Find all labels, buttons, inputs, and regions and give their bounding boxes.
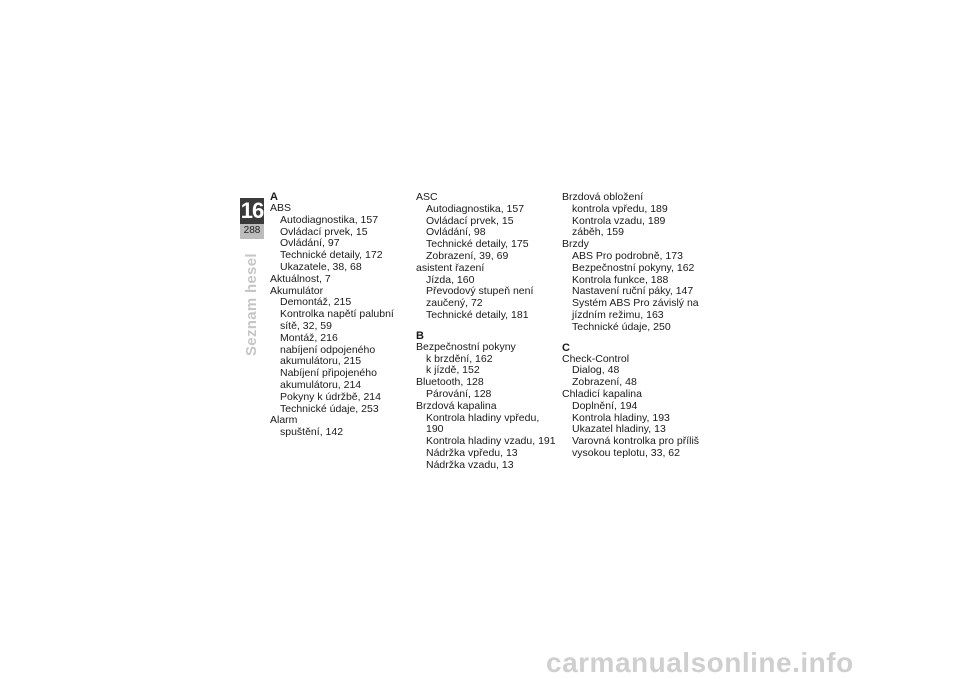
index-subentry: Autodiagnostika, 157 — [426, 202, 525, 215]
index-column-2 — [416, 192, 556, 472]
index-subentry: Párování, 128 — [426, 387, 492, 400]
index-subentry: Ovládání, 97 — [280, 237, 340, 250]
index-subentry: Jízda, 160 — [426, 273, 475, 286]
index-entry: asistent řazení — [416, 261, 485, 274]
index-subentry: Doplnění, 194 — [572, 399, 638, 412]
index-subentry: záběh, 159 — [572, 226, 624, 239]
index-subentry: Nabíjení připojeného — [280, 367, 377, 380]
index-subentry: Ovládací prvek, 15 — [426, 214, 514, 227]
index-letter-heading: B — [416, 329, 424, 342]
index-entry: Brzdová kapalina — [416, 399, 497, 412]
chapter-title: Seznam hesel — [243, 253, 260, 356]
chapter-badge — [240, 198, 264, 239]
index-subentry: k jízdě, 152 — [426, 364, 480, 377]
index-letter-heading: C — [562, 341, 570, 354]
index-subentry: Ukazatele, 38, 68 — [280, 260, 362, 273]
index-entry: Brzdy — [562, 238, 589, 251]
index-subentry: Technické údaje, 250 — [572, 320, 671, 333]
index-subentry: sítě, 32, 59 — [280, 319, 332, 332]
index-subentry: Nádržka vpředu, 13 — [426, 446, 518, 459]
index-subentry: Ukazatel hladiny, 13 — [572, 423, 666, 436]
index-subentry: Kontrola funkce, 188 — [572, 273, 669, 286]
index-subentry: Technické detaily, 181 — [426, 308, 529, 321]
index-entry: Check-Control — [562, 352, 630, 365]
index-subentry: akumulátoru, 215 — [280, 355, 362, 368]
index-entry: Bezpečnostní pokyny — [416, 340, 516, 353]
index-subentry: Autodiagnostika, 157 — [280, 213, 379, 226]
index-entry: Aktuálnost, 7 — [270, 272, 331, 285]
index-subentry: Zobrazení, 39, 69 — [426, 249, 509, 262]
index-subentry: Kontrolka napětí palubní — [280, 308, 394, 321]
index-entry: ASC — [416, 191, 438, 203]
index-subentry: k brzdění, 162 — [426, 352, 493, 365]
index-subentry: Kontrola hladiny, 193 — [572, 411, 670, 424]
index-subentry: Varovná kontrolka pro příliš — [572, 435, 700, 448]
index-subentry: Systém ABS Pro závislý na — [572, 297, 699, 310]
index-subentry: Technické detaily, 172 — [280, 249, 383, 262]
index-subentry: Zobrazení, 48 — [572, 376, 637, 389]
index-subentry: kontrola vpředu, 189 — [572, 202, 668, 215]
index-subentry: Kontrola hladiny vpředu, 190 — [426, 411, 540, 436]
index-subentry: Nádržka vzadu, 13 — [426, 458, 514, 471]
index-entry: Alarm — [270, 414, 298, 427]
index-subentry: Převodový stupeň není — [426, 285, 534, 298]
index-subentry: Ovládací prvek, 15 — [280, 225, 368, 238]
index-subentry: Ovládání, 98 — [426, 226, 486, 239]
index-subentry: jízdním režimu, 163 — [572, 308, 664, 321]
index-subentry: ABS Pro podrobně, 173 — [572, 249, 683, 262]
watermark: carmanualsonline.info — [546, 647, 854, 678]
index-subentry: Bezpečnostní pokyny, 162 — [572, 261, 695, 274]
index-entry: Chladicí kapalina — [562, 387, 642, 400]
index-subentry: Demontáž, 215 — [280, 296, 352, 309]
index-column-3 — [562, 192, 702, 460]
index-subentry: Kontrola hladiny vzadu, 191 — [426, 435, 556, 448]
index-entry: ABS — [270, 202, 292, 214]
index-subentry: nabíjení odpojeného — [280, 343, 376, 356]
index-subentry: vysokou teplotu, 33, 62 — [572, 446, 680, 459]
index-subentry: Pokyny k údržbě, 214 — [280, 390, 381, 403]
chapter-number: 16 — [240, 198, 264, 223]
index-subentry: Technické detaily, 175 — [426, 238, 529, 251]
index-subentry: zaučený, 72 — [426, 297, 483, 310]
index-subentry: Dialog, 48 — [572, 364, 620, 377]
index-subentry: Kontrola vzadu, 189 — [572, 214, 666, 227]
index-letter-heading: A — [270, 191, 278, 203]
index-subentry: akumulátoru, 214 — [280, 378, 362, 391]
index-entry: Brzdová obložení — [562, 191, 644, 203]
index-subentry: Nastavení ruční páky, 147 — [572, 285, 694, 298]
index-entry: Akumulátor — [270, 284, 324, 297]
page-number: 288 — [240, 224, 264, 239]
index-subentry: spuštění, 142 — [280, 426, 344, 439]
index-subentry: Technické údaje, 253 — [280, 402, 379, 415]
index-entry: Bluetooth, 128 — [416, 376, 484, 389]
index-subentry: Montáž, 216 — [280, 331, 338, 344]
index-column-1 — [270, 192, 410, 439]
